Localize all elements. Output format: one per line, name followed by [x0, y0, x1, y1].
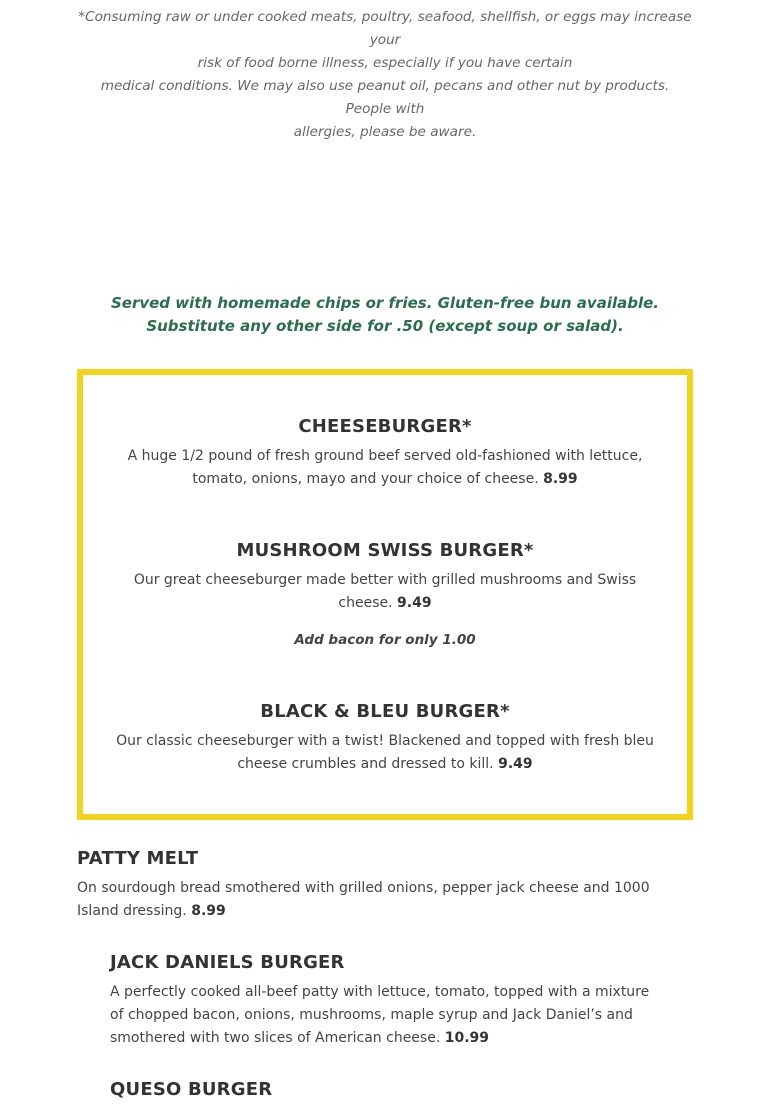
menu-item-queso-burger	[110, 1078, 660, 1102]
menu-item-black-bleu-burger	[105, 700, 665, 776]
menu-item-description	[105, 445, 665, 491]
menu-item-price: 10.99	[444, 1030, 490, 1046]
menu-item-title: MUSHROOM SWISS BURGER*	[236, 540, 534, 561]
description-text: A huge 1/2 pound of fresh ground beef served old-fashioned with lettuce, tomato, onions, mayo and your choice of cheese.	[127, 448, 643, 487]
description-text: A perfectly cooked all-beef patty with lettuce, tomato, topped with a mixture of chopped bacon, onions, mushrooms, maple syrup and Jack Daniel’s and smothered with two slices of American cheese.	[110, 984, 650, 1046]
menu-item-price: 9.49	[498, 756, 533, 772]
menu-item-patty-melt	[77, 847, 693, 923]
disclaimer-line: risk of food borne illness, especially if you have certain	[197, 55, 573, 71]
description-text: On sourdough bread smothered with grilled onions, pepper jack cheese and 1000 Island dressing.	[77, 880, 650, 919]
served-with-note	[77, 292, 693, 338]
menu-item-description	[105, 730, 665, 776]
menu-item-price: 8.99	[543, 471, 578, 487]
menu-item-price: 9.49	[397, 595, 432, 611]
featured-burgers-box	[77, 369, 693, 820]
menu-item-cheeseburger	[105, 415, 665, 491]
addon-note: Add bacon for only 1.00	[294, 632, 476, 648]
allergy-disclaimer	[77, 6, 693, 144]
menu-item-mushroom-swiss-burger	[105, 539, 665, 652]
menu-item-jack-daniels-burger	[110, 951, 660, 1050]
menu-item-description	[110, 981, 660, 1050]
menu-item-title: JACK DANIELS BURGER	[110, 952, 345, 973]
menu-item-title: PATTY MELT	[77, 848, 199, 869]
disclaimer-line: allergies, please be aware.	[293, 124, 477, 140]
menu-item-description	[105, 569, 665, 615]
description-text: Our classic cheeseburger with a twist! Blackened and topped with fresh bleu cheese crumbles and dressed to kill.	[116, 733, 654, 772]
disclaimer-line: *Consuming raw or under cooked meats, poultry, seafood, shellfish, or eggs may increase your	[78, 9, 692, 48]
menu-item-title: BLACK & BLEU BURGER*	[260, 701, 510, 722]
served-note-line: Substitute any other side for .50 (except soup or salad).	[146, 317, 624, 335]
served-note-line: Served with homemade chips or fries. Gluten-free bun available.	[110, 294, 659, 312]
menu-item-description	[77, 877, 693, 923]
menu-item-title: QUESO BURGER	[110, 1079, 273, 1100]
menu-item-title: CHEESEBURGER*	[298, 416, 472, 437]
disclaimer-line: medical conditions. We may also use peanut oil, pecans and other nut by products. People with	[100, 78, 670, 117]
menu-item-price: 8.99	[191, 903, 226, 919]
description-text: Our great cheeseburger made better with grilled mushrooms and Swiss cheese.	[133, 572, 637, 611]
